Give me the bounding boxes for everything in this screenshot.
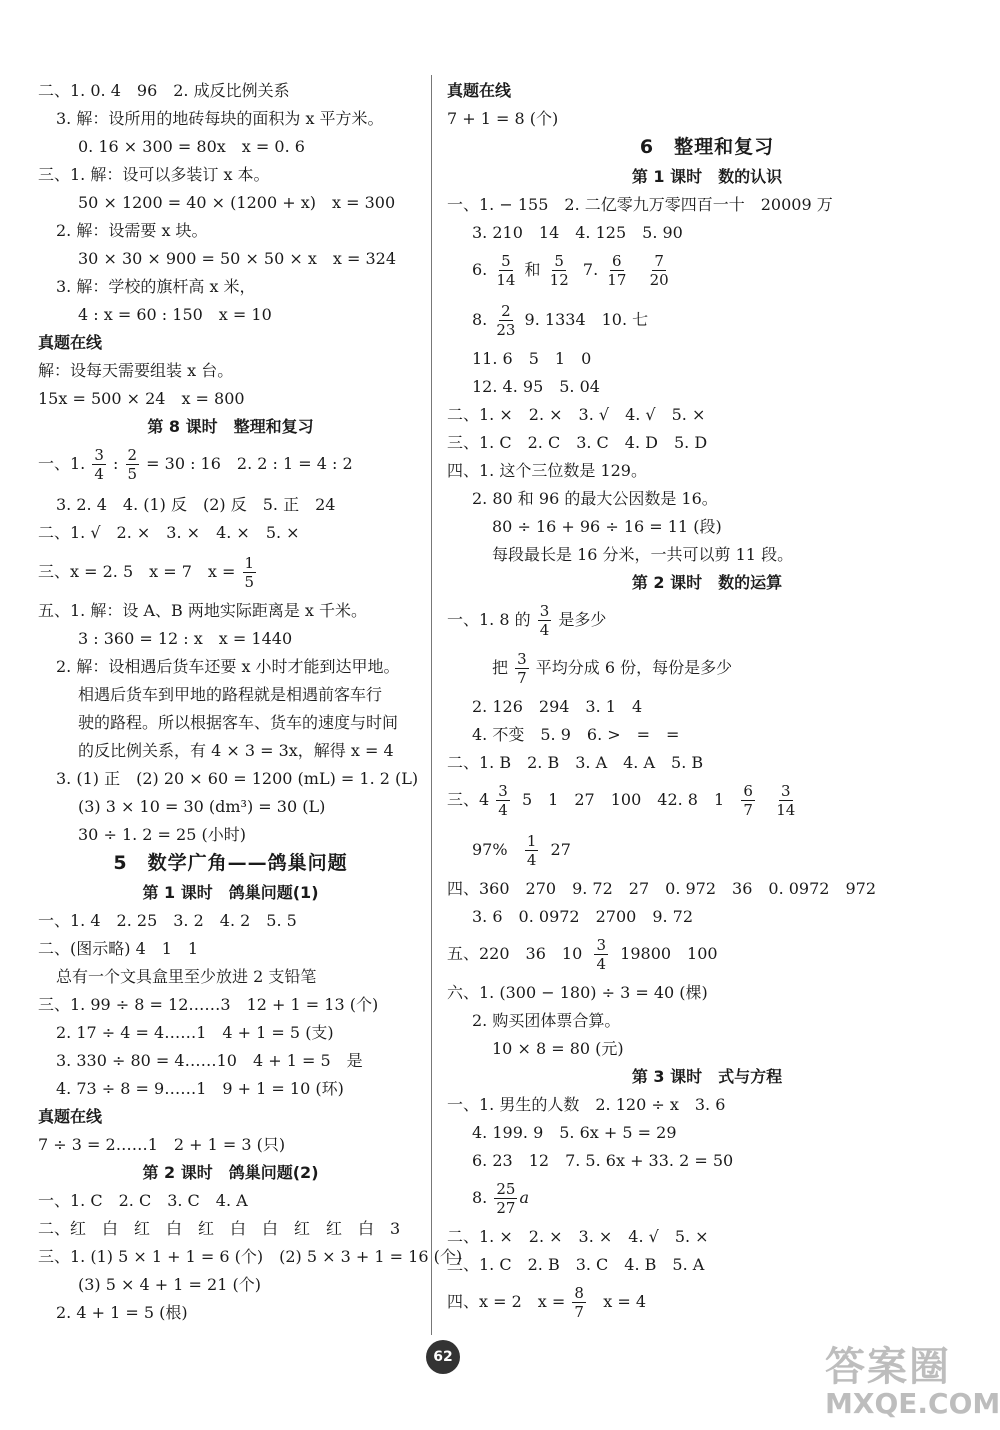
answer-line — [492, 648, 732, 688]
section-heading: 真题在线 — [38, 333, 103, 352]
answer-line: 二、1. √ 2. × 3. × 4. × 5. × — [38, 523, 300, 542]
answer-line: 3. 330 ÷ 80 = 4……10 4 + 1 = 5 是 — [56, 1051, 363, 1070]
answer-line: 二、1. B 2. B 3. A 4. A 5. B — [447, 753, 704, 772]
answer-line: 0. 16 × 300 = 80x x = 0. 6 — [78, 137, 305, 156]
answer-line: 2. 购买团体票合算。 — [472, 1011, 621, 1030]
answer-line: 四、360 270 9. 72 27 0. 972 36 0. 0972 972 — [447, 879, 877, 898]
fraction: $\frac{3}{4}$ — [596, 936, 606, 973]
fraction: $\frac{6}{17}$ — [607, 252, 627, 289]
answer-line — [38, 444, 353, 484]
answer-line: 3. (1) 正 (2) 20 × 60 = 1200 (mL) = 1. 2 (L) — [56, 769, 419, 788]
fraction: $\frac{3}{4}$ — [539, 602, 550, 639]
answer-line: 80 ÷ 16 + 96 ÷ 16 = 11 (段) — [492, 517, 722, 536]
answer-line: 每段最长是 16 分米，一共可以剪 11 段。 — [492, 545, 794, 564]
answer-line: 2. 解：设相遇后货车还要 x 小时才能到达甲地。 — [56, 657, 400, 676]
answer-line — [472, 300, 648, 340]
answer-line: 15x = 500 × 24 x = 800 — [38, 389, 245, 408]
answer-line: (3) 5 × 4 + 1 = 21 (个) — [78, 1275, 261, 1294]
answer-line: 三、1. (1) 5 × 1 + 1 = 6 (个) (2) 5 × 3 + 1 = 16 (个) — [38, 1247, 463, 1266]
answer-line: 一、1. 4 2. 25 3. 2 4. 2 5. 5 — [38, 911, 297, 930]
answer-line: 3. 210 14 4. 125 5. 90 — [472, 223, 683, 242]
answer-line: 3 : 360 = 12 : x x = 1440 — [78, 629, 293, 648]
answer-line — [472, 250, 673, 290]
answer-line: 三、1. 解：设可以多装订 x 本。 — [38, 165, 270, 184]
column-divider — [431, 75, 432, 1335]
answer-line: 4. 不变 5. 9 6. > = = — [472, 725, 680, 744]
fraction: $\frac{7}{20}$ — [649, 252, 669, 289]
answer-line: 三、1. 99 ÷ 8 = 12……3 12 + 1 = 13 (个) — [38, 995, 379, 1014]
answer-line: 二、1. × 2. × 3. × 4. √ 5. × — [447, 1227, 709, 1246]
answer-line: 7 ÷ 3 = 2……1 2 + 1 = 3 (只) — [38, 1135, 286, 1154]
answer-line — [447, 600, 606, 640]
answer-text: 是多少 — [558, 610, 607, 629]
fraction: $\frac{6}{7}$ — [743, 782, 753, 819]
answer-line: 3. 2. 4 4. (1) 反 (2) 反 5. 正 24 — [56, 495, 336, 514]
answer-text: 和 — [524, 260, 541, 279]
fraction: $\frac{5}{12}$ — [549, 252, 569, 289]
watermark-url: MXQE.COM — [825, 1387, 1000, 1420]
lesson-heading: 第 8 课时 整理和复习 — [147, 417, 314, 436]
answer-line: 50 × 1200 = 40 × (1200 + x) x = 300 — [78, 193, 396, 212]
answer-line: 解：设每天需要组装 x 台。 — [38, 361, 234, 380]
answer-text: 一、1. — [38, 454, 86, 473]
answer-line: 二、1. 0. 4 96 2. 成反比例关系 — [38, 81, 290, 100]
fraction: $\frac{5}{14}$ — [496, 252, 516, 289]
answer-text: 五、220 36 10 — [447, 944, 583, 963]
answer-line: 四、1. 这个三位数是 129。 — [447, 461, 647, 480]
answer-text: 5 1 27 100 42. 8 1 — [522, 790, 725, 809]
answer-line: 12. 4. 95 5. 04 — [472, 377, 600, 396]
fraction: $\frac{3}{4}$ — [94, 446, 104, 483]
fraction: $\frac{2}{5}$ — [127, 446, 138, 483]
answer-line: 4 : x = 60 : 150 x = 10 — [78, 305, 272, 324]
answer-line: 二、红 白 红 白 红 白 白 红 红 白 3 — [38, 1219, 401, 1238]
answer-text: 8. — [472, 1188, 488, 1207]
page-number: 62 — [426, 1340, 460, 1374]
answer-line: 7 + 1 = 8 (个) — [447, 109, 559, 128]
answer-line: 一、1. C 2. C 3. C 4. A — [38, 1191, 248, 1210]
answer-text: 三、x = 2. 5 x = 7 x = — [38, 562, 236, 581]
answer-line: 10 × 8 = 80 (元) — [492, 1039, 624, 1058]
answer-text: 97% — [472, 840, 508, 859]
section-heading: 真题在线 — [38, 1107, 103, 1126]
fraction: $\frac{3}{4}$ — [498, 782, 508, 819]
answer-line — [447, 934, 718, 974]
fraction: $\frac{1}{4}$ — [526, 832, 537, 869]
answer-line: (3) 3 × 10 = 30 (dm³) = 30 (L) — [78, 797, 326, 816]
answer-line: 的反比例关系，有 4 × 3 = 3x，解得 x = 4 — [78, 741, 394, 760]
answer-line: 30 × 30 × 900 = 50 × 50 × x x = 324 — [78, 249, 397, 268]
answer-line: 11. 6 5 1 0 — [472, 349, 592, 368]
fraction: $\frac{3}{14}$ — [776, 782, 796, 819]
answer-text: 平均分成 6 份，每份是多少 — [535, 658, 733, 677]
answer-text: 9. 1334 10. 七 — [524, 310, 649, 329]
lesson-heading: 第 1 课时 数的认识 — [631, 167, 783, 186]
answer-line — [447, 780, 799, 820]
answer-line: 三、1. C 2. B 3. C 4. B 5. A — [447, 1255, 705, 1274]
answer-line: 驶的路程。所以根据客车、货车的速度与时间 — [78, 713, 399, 732]
lesson-heading: 第 1 课时 鸽巢问题(1) — [142, 883, 319, 902]
answer-text: 19800 100 — [620, 944, 718, 963]
fraction: $\frac{1}{5}$ — [244, 554, 255, 591]
unit-heading: 5 数学广角——鸽巢问题 — [113, 852, 348, 874]
answer-line — [472, 1178, 529, 1218]
unit-heading: 6 整理和复习 — [639, 136, 775, 158]
answer-line: 2. 126 294 3. 1 4 — [472, 697, 643, 716]
answer-line: 三、1. C 2. C 3. C 4. D 5. D — [447, 433, 708, 452]
answer-text: 一、1. 8 的 — [447, 610, 531, 629]
answer-line: 五、1. 解：设 A、B 两地实际距离是 x 千米。 — [38, 601, 368, 620]
fraction: $\frac{2}{23}$ — [496, 302, 516, 339]
answer-line: 一、1. − 155 2. 二亿零九万零四百一十 20009 万 — [447, 195, 833, 214]
answer-text: 把 — [492, 658, 509, 677]
answer-line: 3. 6 0. 0972 2700 9. 72 — [472, 907, 694, 926]
answer-line: 4. 199. 9 5. 6x + 5 = 29 — [472, 1123, 677, 1142]
watermark-logo: 答案圈 — [825, 1344, 951, 1390]
answer-line — [38, 552, 258, 592]
answer-line: 二、(图示略) 4 1 1 — [38, 939, 199, 958]
answer-line: 6. 23 12 7. 5. 6x + 33. 2 = 50 — [472, 1151, 734, 1170]
answer-text: x = 4 — [603, 1292, 646, 1311]
answer-line: 2. 17 ÷ 4 = 4……1 4 + 1 = 5 (支) — [56, 1023, 334, 1042]
answer-text: 三、4 — [447, 790, 490, 809]
answer-line: 3. 解：设所用的地砖每块的面积为 x 平方米。 — [56, 109, 384, 128]
answer-line: 30 ÷ 1. 2 = 25 (小时) — [78, 825, 246, 844]
answer-text: 27 — [550, 840, 571, 859]
answer-line: 2. 4 + 1 = 5 (根) — [56, 1303, 188, 1322]
answer-text: 四、x = 2 x = — [447, 1292, 566, 1311]
answer-line: 六、1. (300 − 180) ÷ 3 = 40 (棵) — [447, 983, 708, 1002]
watermark — [825, 1335, 1000, 1425]
answer-line: 2. 80 和 96 的最大公因数是 16。 — [472, 489, 718, 508]
section-heading: 真题在线 — [447, 81, 512, 100]
fraction: $\frac{25}{27}$ — [496, 1180, 516, 1217]
lesson-heading: 第 2 课时 数的运算 — [631, 573, 783, 592]
answer-text: 8. — [472, 310, 488, 329]
answer-line: 3. 解：学校的旗杆高 x 米， — [56, 277, 256, 296]
answer-line — [472, 830, 571, 870]
answer-text: = 30 : 16 2. 2 : 1 = 4 : 2 — [146, 454, 353, 473]
answer-line: 2. 解：设需要 x 块。 — [56, 221, 208, 240]
answer-line: 二、1. × 2. × 3. √ 4. √ 5. × — [447, 405, 706, 424]
answer-text: a — [519, 1188, 529, 1207]
answer-text: : — [113, 454, 119, 473]
answer-line: 一、1. 男生的人数 2. 120 ÷ x 3. 6 — [447, 1095, 726, 1114]
lesson-heading: 第 3 课时 式与方程 — [631, 1067, 783, 1086]
answer-text: 7. — [582, 260, 599, 279]
lesson-heading: 第 2 课时 鸽巢问题(2) — [142, 1163, 319, 1182]
answer-line: 总有一个文具盒里至少放进 2 支铅笔 — [56, 967, 317, 986]
answer-line: 相遇后货车到甲地的路程就是相遇前客车行 — [78, 685, 383, 704]
fraction: $\frac{8}{7}$ — [574, 1284, 584, 1321]
fraction: $\frac{3}{7}$ — [517, 650, 527, 687]
answer-line: 4. 73 ÷ 8 = 9……1 9 + 1 = 10 (环) — [56, 1079, 344, 1098]
answer-line — [447, 1282, 646, 1322]
answer-text: 6. — [472, 260, 488, 279]
